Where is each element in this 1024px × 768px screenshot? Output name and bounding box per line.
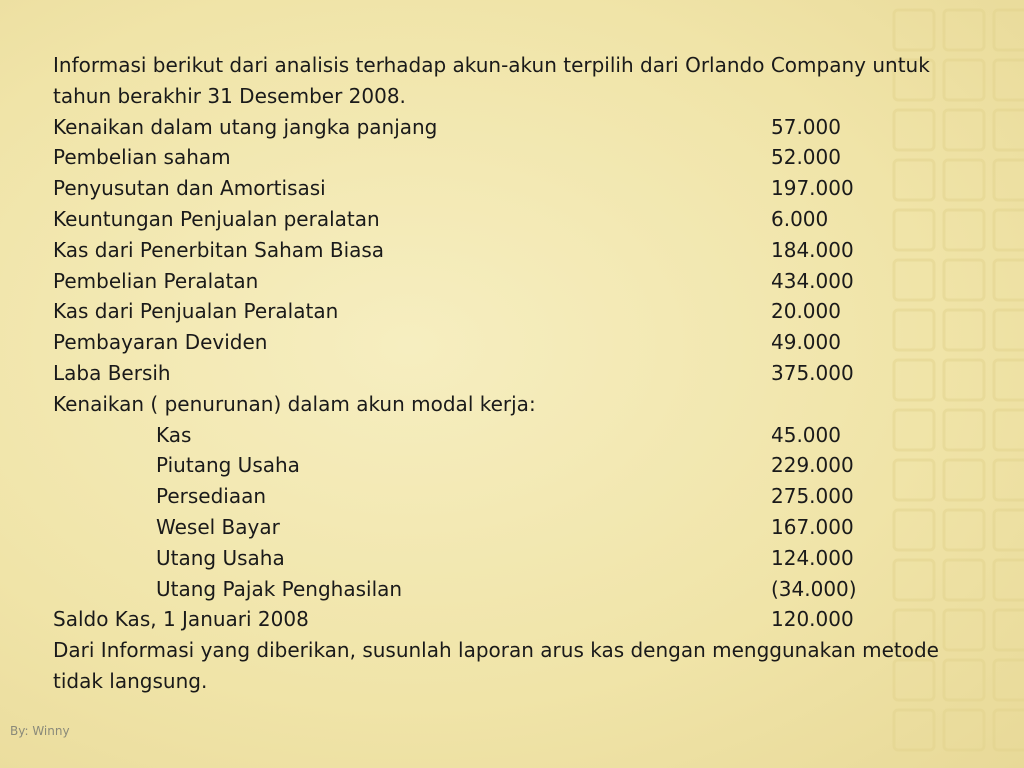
account-label: Kenaikan ( penurunan) dalam akun modal kerja:: [53, 391, 536, 416]
account-label: Pembelian saham: [53, 145, 231, 170]
account-row: [53, 235, 953, 266]
account-row: [53, 481, 953, 512]
account-value: 229.000: [771, 453, 854, 478]
account-value: 124.000: [771, 545, 854, 570]
account-label: Piutang Usaha: [156, 453, 300, 478]
account-row: [53, 112, 953, 143]
account-row: [53, 389, 953, 420]
account-label: Wesel Bayar: [156, 514, 280, 539]
account-value: 20.000: [771, 299, 841, 324]
account-label: Laba Bersih: [53, 360, 171, 385]
account-row: [53, 450, 953, 481]
account-row: [53, 327, 953, 358]
account-row: [53, 604, 953, 635]
author-footer: By: Winny: [10, 724, 70, 738]
account-row: [53, 574, 953, 605]
account-label: Utang Usaha: [156, 545, 285, 570]
account-row: [53, 204, 953, 235]
account-row: [53, 142, 953, 173]
account-row: [53, 512, 953, 543]
account-label: Kas dari Penjualan Peralatan: [53, 299, 339, 324]
account-label: Pembelian Peralatan: [53, 268, 259, 293]
intro-text: Informasi berikut dari analisis terhadap akun-akun terpilih dari Orlando Company untuk tahun berakhir 31 Desember 2008.: [53, 53, 930, 108]
account-row: [53, 296, 953, 327]
account-label: Kenaikan dalam utang jangka panjang: [53, 114, 438, 139]
account-list: [53, 112, 953, 636]
account-row: [53, 358, 953, 389]
slide-content: [53, 50, 953, 697]
account-label: Penyusutan dan Amortisasi: [53, 176, 326, 201]
account-value: 275.000: [771, 484, 854, 509]
account-value: 375.000: [771, 360, 854, 385]
account-value: 45.000: [771, 422, 841, 447]
account-value: 49.000: [771, 330, 841, 355]
account-label: Kas: [156, 422, 192, 447]
account-value: 52.000: [771, 145, 841, 170]
account-value: 197.000: [771, 176, 854, 201]
account-row: [53, 173, 953, 204]
account-row: [53, 420, 953, 451]
conclusion-text: Dari Informasi yang diberikan, susunlah laporan arus kas dengan menggunakan metode tidak langsung.: [53, 638, 939, 693]
account-value: 434.000: [771, 268, 854, 293]
account-value: 184.000: [771, 237, 854, 262]
account-row: [53, 266, 953, 297]
account-value: 167.000: [771, 514, 854, 539]
account-value: 6.000: [771, 206, 829, 231]
account-value: (34.000): [771, 576, 857, 601]
account-label: Pembayaran Deviden: [53, 330, 268, 355]
account-value: 57.000: [771, 114, 841, 139]
account-label: Kas dari Penerbitan Saham Biasa: [53, 237, 385, 262]
account-label: Persediaan: [156, 484, 267, 509]
account-row: [53, 543, 953, 574]
account-value: 120.000: [771, 607, 854, 632]
account-label: Utang Pajak Penghasilan: [156, 576, 403, 601]
account-label: Keuntungan Penjualan peralatan: [53, 206, 380, 231]
account-label: Saldo Kas, 1 Januari 2008: [53, 607, 309, 632]
